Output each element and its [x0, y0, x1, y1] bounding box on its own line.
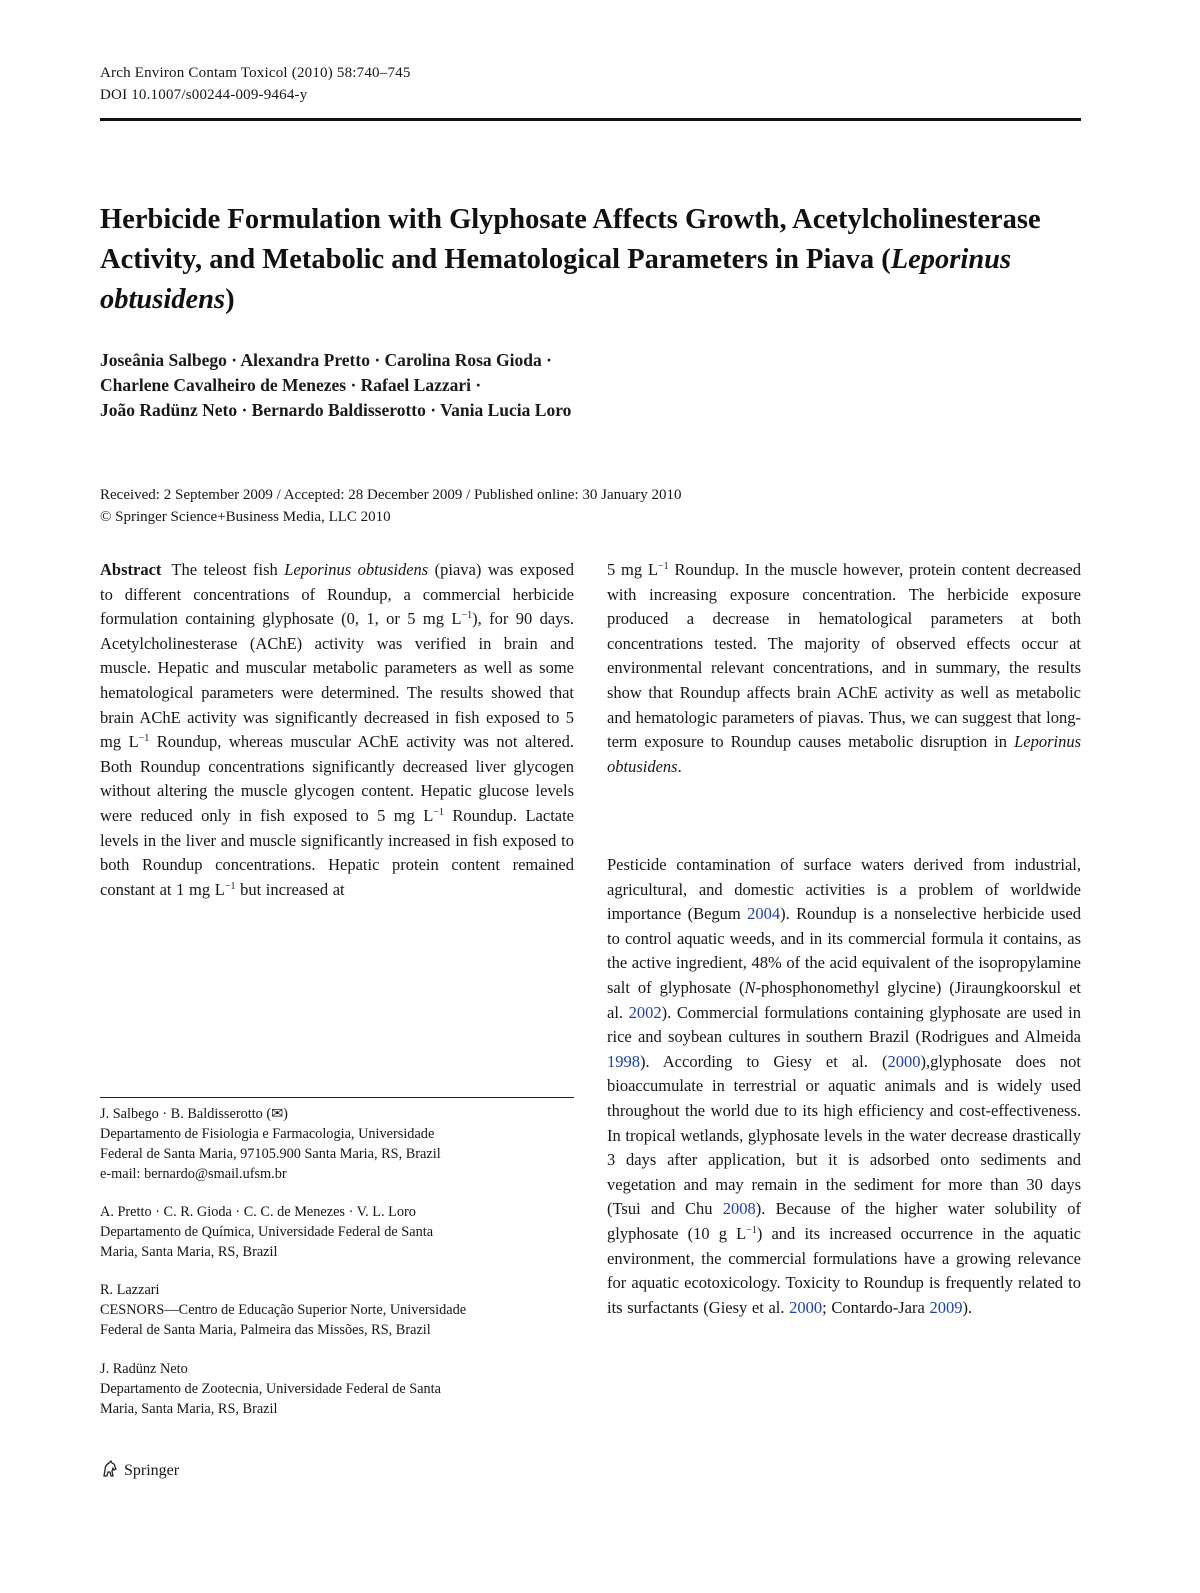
affiliation-block [100, 1104, 574, 1184]
authors-line-2: Charlene Cavalheiro de Menezes · Rafael Lazzari · [100, 375, 482, 395]
affiliation-line: Federal de Santa Maria, Palmeira das Missões, RS, Brazil [100, 1322, 431, 1338]
affiliation-names: J. Radünz Neto [100, 1361, 188, 1377]
affiliation-line: Federal de Santa Maria, 97105.900 Santa Maria, RS, Brazil [100, 1146, 441, 1162]
received-accepted-line: Received: 2 September 2009 / Accepted: 28 December 2009 / Published online: 30 January 2010 [100, 487, 682, 503]
email-link[interactable]: e-mail: bernardo@smail.ufsm.br [100, 1166, 287, 1182]
intro-text: ). Commercial formulations containing glyphosate are used in rice and soybean cultures in southern Brazil (Rodrigues and Almeida [607, 1002, 1081, 1047]
copyright-line: © Springer Science+Business Media, LLC 2010 [100, 509, 391, 525]
intro-text: -phosphonomethyl glycine) (Jiraungkoorskul et al. [607, 977, 1081, 1022]
title-main: Herbicide Formulation with Glyphosate Affects Growth, Acetylcholinesterase Activity, and Metabolic and Hematological Parameters in Piava ( [100, 204, 1041, 275]
authors-line-1: Joseânia Salbego · Alexandra Pretto · Carolina Rosa Gioda · [100, 350, 552, 370]
affiliation-block [100, 1359, 574, 1419]
intro-text: ; Contardo-Jara [822, 1297, 930, 1317]
affiliation-names: J. Salbego · B. Baldisserotto (✉) [100, 1106, 288, 1122]
affiliation-block [100, 1202, 574, 1262]
publication-dates [100, 484, 682, 528]
citation-link[interactable]: 2002 [628, 1002, 662, 1022]
intro-text: ). According to Giesy et al. ( [640, 1051, 888, 1071]
abstract-text: 5 mg L [607, 560, 659, 579]
abstract-species: Leporinus obtusidens [284, 560, 429, 579]
abstract-text: Roundup. In the muscle however, protein content decreased with increasing exposure concentration. The herbicide exposure produced a decrease in hematological parameters at both concentrations tested. The majority of observed effects occur at environmental relevant concentrations, and in summary, the results show that Roundup affects brain AChE activity as well as metabolic and hematologic parameters of piavas. Thus, we can suggest that long-term exposure to Roundup causes metabolic disruption in [607, 560, 1081, 752]
abstract-text: but increased at [235, 879, 345, 899]
abstract-label: Abstract [100, 560, 162, 579]
affiliation-line: Departamento de Fisiologia e Farmacologia, Universidade [100, 1126, 435, 1142]
publisher-name: Springer [124, 1462, 180, 1479]
footnote-rule [100, 1097, 574, 1098]
affiliation-line: Maria, Santa Maria, RS, Brazil [100, 1244, 278, 1260]
citation-link[interactable]: 2000 [887, 1051, 921, 1071]
superscript: −1 [433, 806, 444, 818]
intro-italic: N [744, 977, 756, 997]
author-list [100, 348, 1000, 423]
abstract-text: The teleost fish [171, 560, 285, 579]
title-close: ) [225, 284, 235, 315]
citation-link[interactable]: 2004 [747, 904, 781, 924]
intro-text: Pesticide contamination of surface waters derived from industrial, agricultural, and domestic activities is a problem of worldwide importance (Begum [607, 855, 1081, 924]
superscript: −1 [461, 610, 473, 622]
introduction-paragraph [607, 853, 1081, 1320]
publisher-footer [100, 1459, 179, 1483]
superscript: −1 [746, 1224, 757, 1236]
abstract-right-column [607, 558, 1081, 779]
affiliation-line: Departamento de Química, Universidade Federal de Santa [100, 1224, 434, 1240]
journal-citation [100, 62, 411, 106]
title-species: Leporinus obtusidens [100, 244, 1012, 315]
intro-text: ). Roundup is a nonselective herbicide used to control aquatic weeds, and in its commercial formula it contains, as the active ingredient, 48% of the acid equivalent of the isopropylamine salt of glyphosate ( [607, 904, 1081, 997]
affiliation-line: CESNORS—Centro de Educação Superior Norte, Universidade [100, 1302, 467, 1318]
intro-text: ). [962, 1297, 973, 1317]
abstract-text: ), for 90 days. Acetylcholinesterase (AChE) activity was verified in brain and muscle. Hepatic and muscular metabolic parameters as well as some hematological parameters were determined. The results showed that brain AChE activity was significantly decreased in fish exposed to 5 mg L [100, 609, 574, 752]
abstract-text: Roundup. Lactate levels in the liver and muscle significantly increased in fish exposed to both Roundup concentrations. Hepatic protein content remained constant at 1 mg L [100, 805, 575, 899]
citation-link[interactable]: 2000 [789, 1297, 823, 1317]
citation-link[interactable]: 2009 [929, 1297, 963, 1317]
affiliation-line: Maria, Santa Maria, RS, Brazil [100, 1401, 278, 1417]
intro-text: ). Because of the higher water solubility of glyphosate (10 g L [607, 1199, 1081, 1243]
superscript: −1 [224, 880, 236, 892]
header-rule [100, 118, 1081, 121]
abstract-left-column [100, 558, 574, 902]
abstract-text: (piava) was exposed to different concentrations of Roundup, a commercial herbicide formulation containing glyphosate (0, 1, or 5 mg L [100, 560, 574, 629]
authors-line-3: João Radünz Neto · Bernardo Baldisserotto · Vania Lucia Loro [100, 400, 572, 420]
abstract-species: Leporinus obtusidens [607, 732, 1081, 776]
affiliation-line: Departamento de Zootecnia, Universidade Federal de Santa [100, 1381, 442, 1397]
citation-link[interactable]: 2008 [722, 1199, 756, 1219]
article-title [100, 200, 1060, 320]
affiliation-block [100, 1280, 574, 1340]
superscript: −1 [658, 561, 669, 572]
superscript: −1 [138, 733, 150, 745]
abstract-text: . [677, 756, 682, 776]
intro-text: ) and its increased occurrence in the aquatic environment, the commercial formulations have a growing relevance for aquatic ecotoxicology. Toxicity to Roundup is frequently related to its surfactants (Giesy et al. [607, 1223, 1081, 1317]
doi-line[interactable]: DOI 10.1007/s00244-009-9464-y [100, 87, 308, 103]
affiliation-names: A. Pretto · C. R. Gioda · C. C. de Menezes · V. L. Loro [100, 1204, 416, 1220]
affiliation-names: R. Lazzari [100, 1282, 160, 1298]
intro-text: ),glyphosate does not bioaccumulate in terrestrial or aquatic animals and is widely used throughout the world due to its high efficiency and cost-effectiveness. In tropical wetlands, glyphosate levels in the water decrease drastically 3 days after application, but it is adsorbed onto sediments and vegetation and may remain in the sediment for more than 30 days (Tsui and Chu [607, 1051, 1081, 1219]
citation-link[interactable]: 1998 [607, 1051, 640, 1071]
springer-horse-icon [100, 1459, 120, 1479]
journal-line: Arch Environ Contam Toxicol (2010) 58:740–745 [100, 65, 411, 81]
abstract-text: Roundup, whereas muscular AChE activity was not altered. Both Roundup concentrations significantly decreased liver glycogen without altering the muscle glycogen content. Hepatic glucose levels were reduced only in fish exposed to 5 mg L [100, 732, 574, 825]
